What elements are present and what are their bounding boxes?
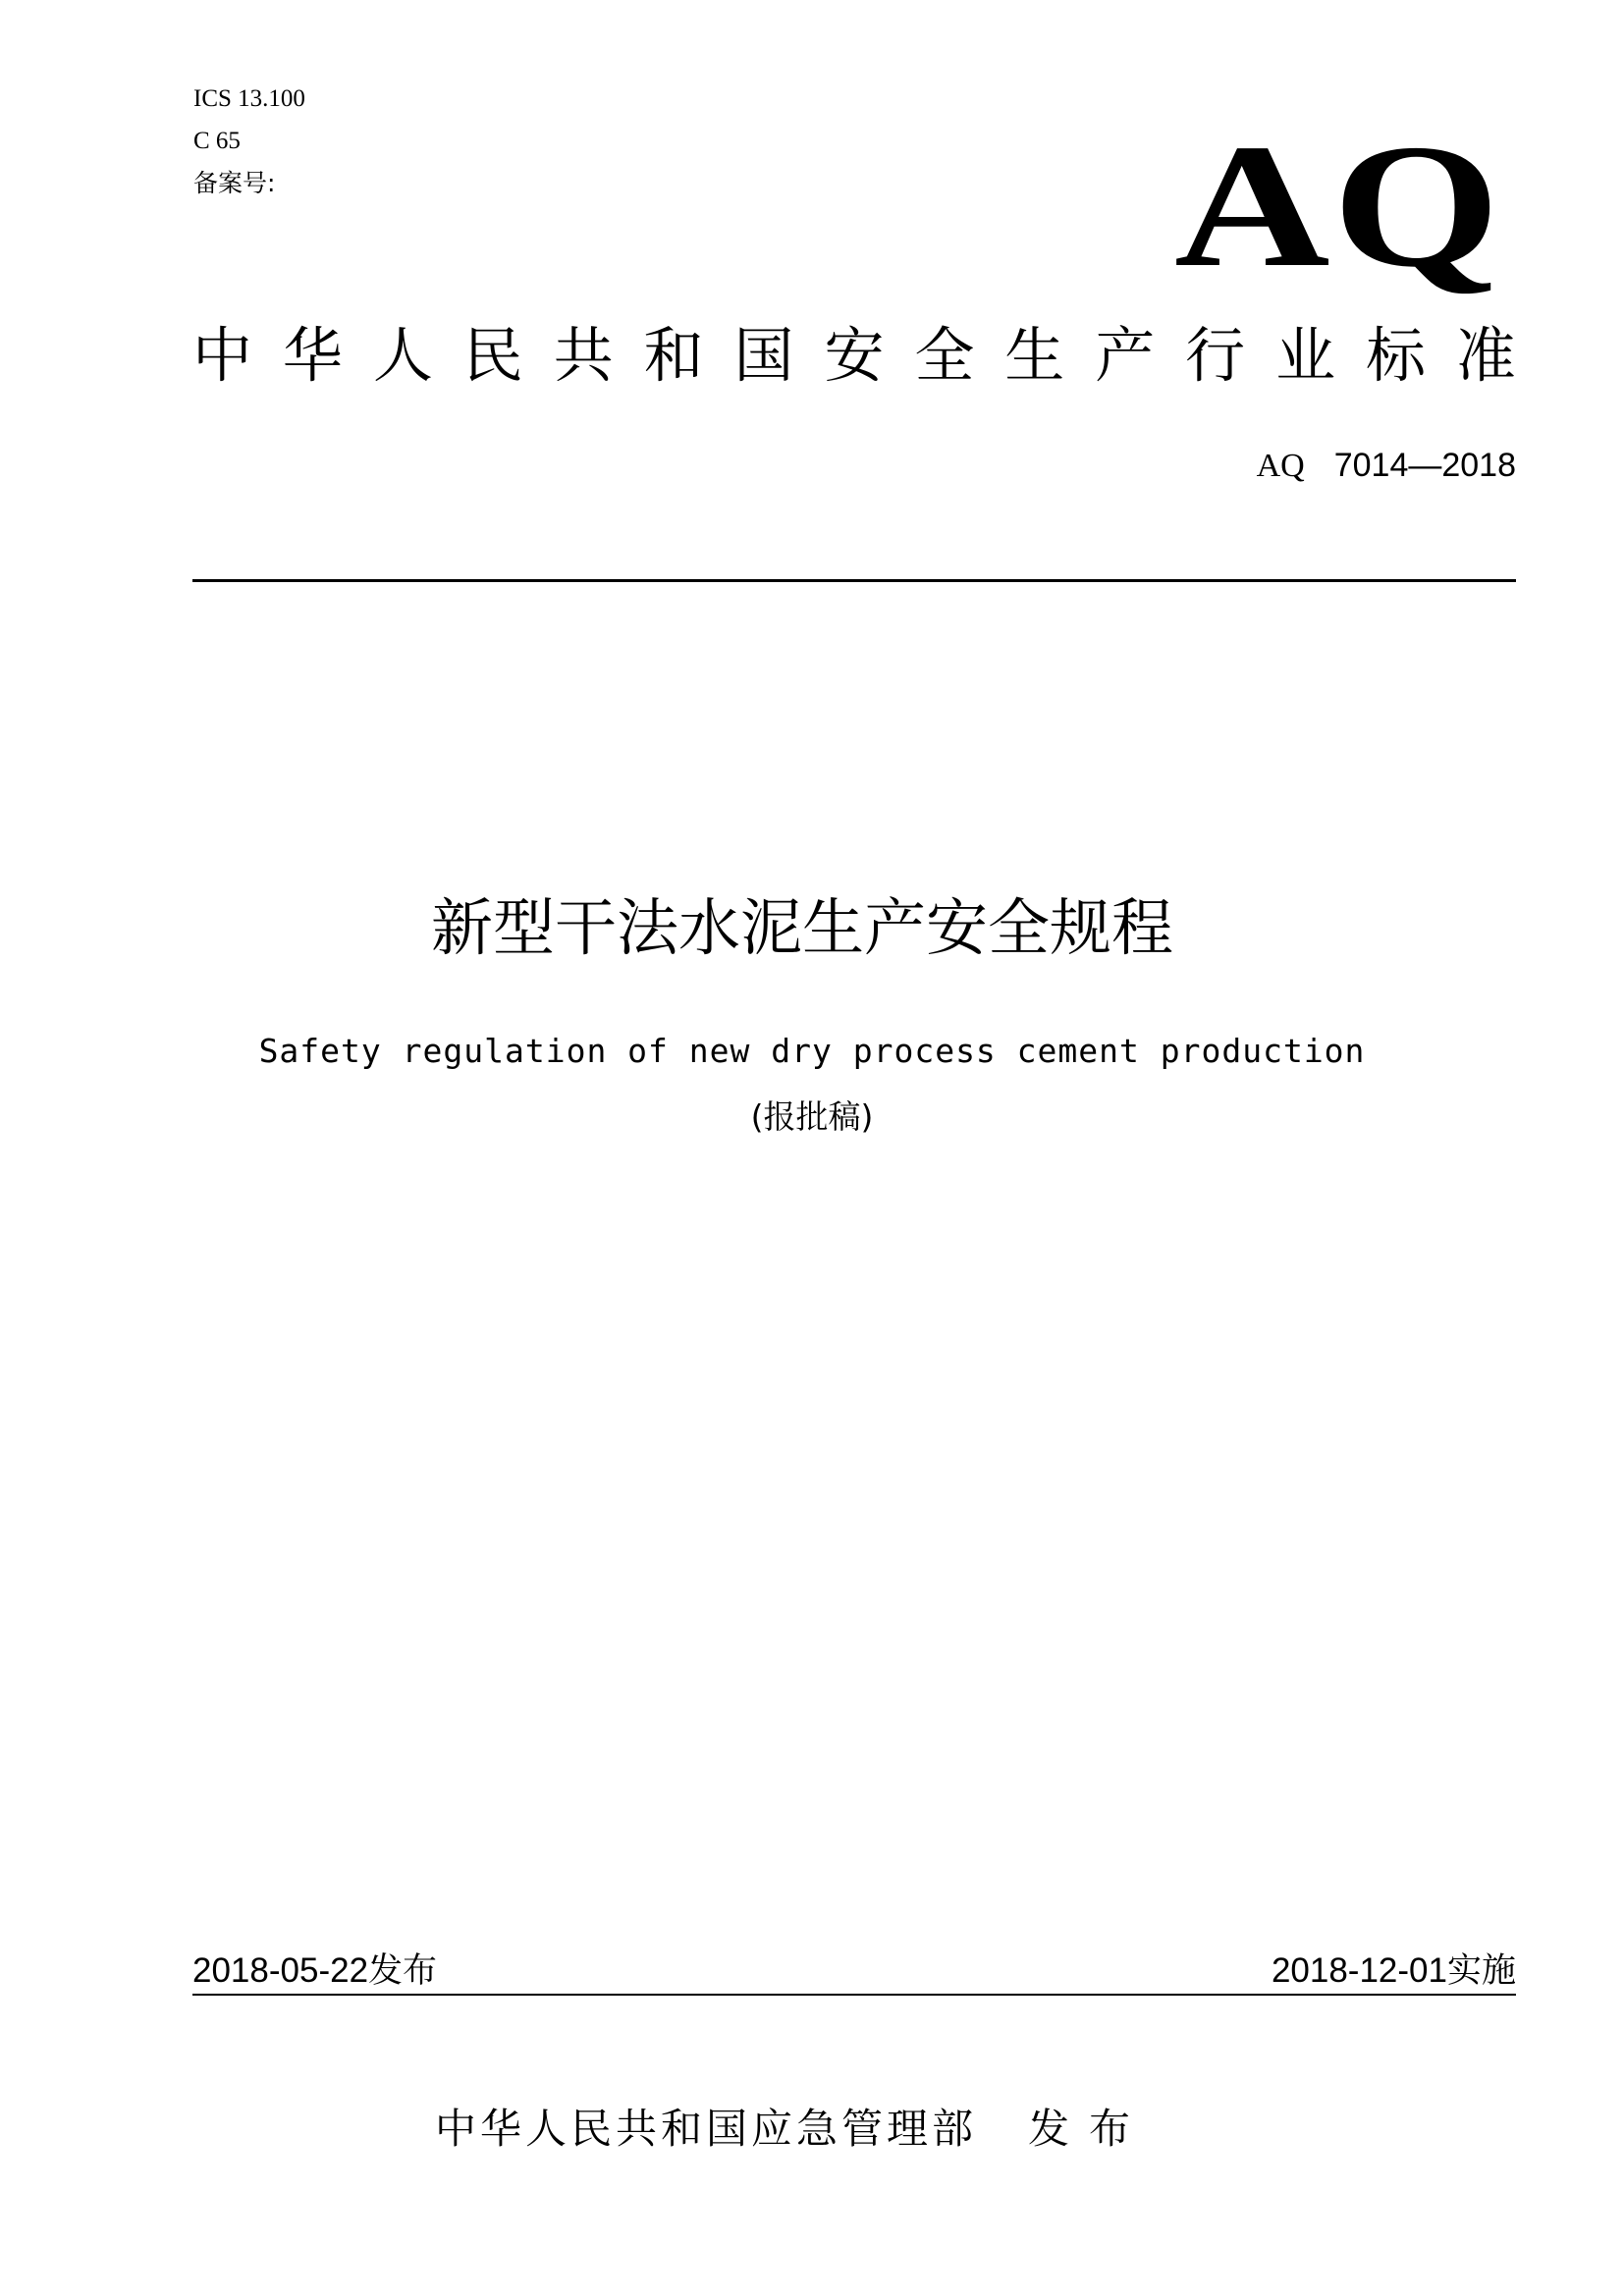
standard-category-char: 产	[1095, 321, 1156, 391]
standard-number	[1257, 446, 1516, 486]
standard-category-char: 生	[1004, 321, 1065, 391]
issue-date-label: 发布	[368, 1951, 438, 1991]
standard-number-prefix: AQ	[1256, 448, 1305, 484]
standard-category	[192, 315, 1516, 398]
standard-category-char: 标	[1365, 321, 1426, 391]
standard-category-char: 安	[824, 321, 885, 391]
document-title: 新型干法水泥生产安全规程	[431, 892, 1173, 964]
standard-category-char: 中	[192, 321, 253, 391]
date-divider	[192, 1994, 1516, 1996]
aq-logo: AQ	[1174, 108, 1503, 303]
effective-date-label: 实施	[1446, 1951, 1516, 1991]
standard-category-char: 人	[372, 321, 433, 391]
issue-date-value: 2018-05-22	[192, 1951, 369, 1990]
standard-number-value: 7014—2018	[1333, 447, 1516, 484]
effective-date	[1272, 1949, 1516, 1993]
standard-category-char: 国	[733, 321, 794, 391]
standard-category-char: 和	[643, 321, 704, 391]
header-divider	[192, 579, 1516, 582]
standard-category-char: 准	[1455, 321, 1516, 391]
publisher-organization: 中华人民共和国应急管理部	[434, 2105, 977, 2153]
standard-category-char: 共	[553, 321, 614, 391]
standard-category-char: 华	[282, 321, 343, 391]
publisher-action: 发布	[1028, 2105, 1151, 2153]
record-number-label: 备案号:	[193, 169, 276, 197]
standard-category-char: 行	[1185, 321, 1246, 391]
document-title-english: Safety regulation of new dry process cement production	[258, 1032, 1366, 1070]
effective-date-value: 2018-12-01	[1271, 1951, 1447, 1990]
standard-category-char: 全	[914, 321, 975, 391]
standard-category-char: 民	[462, 321, 523, 391]
issue-date	[192, 1949, 437, 1993]
ccs-code: C 65	[193, 128, 241, 154]
publisher	[0, 2102, 1624, 2157]
ics-code: ICS 13.100	[193, 85, 305, 112]
standard-category-char: 业	[1275, 321, 1336, 391]
draft-status: (报批稿)	[750, 1097, 874, 1136]
